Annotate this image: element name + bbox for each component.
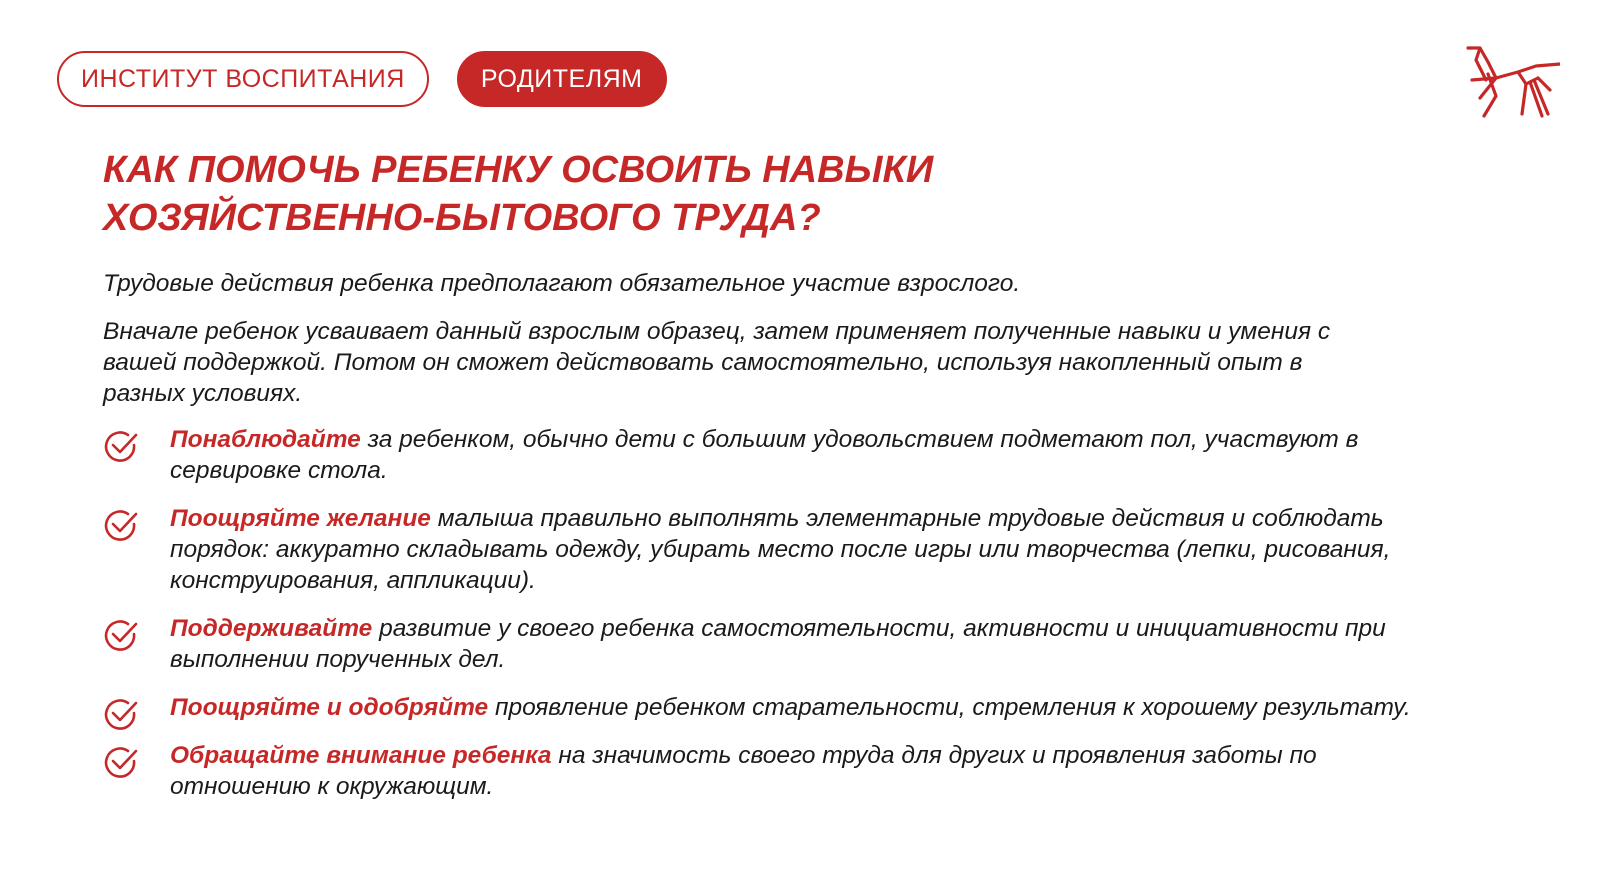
intro-paragraph-1: Трудовые действия ребенка предполагают обязательное участие взрослого. bbox=[103, 270, 1021, 297]
check-circle-icon bbox=[103, 697, 139, 733]
tip-item bbox=[103, 613, 1423, 675]
tag-institute[interactable]: ИНСТИТУТ ВОСПИТАНИЯ bbox=[57, 51, 429, 107]
check-circle-icon bbox=[103, 508, 139, 544]
tip-text: за ребенком, обычно дети с большим удовольствием подметают пол, участвуют в сервировке стола. bbox=[170, 426, 1359, 484]
check-circle-icon bbox=[103, 618, 139, 654]
tip-text: на значимость своего труда для других и проявления заботы по отношению к окружающим. bbox=[170, 742, 1317, 800]
tip-text: развитие у своего ребенка самостоятельности, активности и инициативности при выполнении порученных дел. bbox=[170, 615, 1386, 673]
tip-text: проявление ребенком старательности, стремления к хорошему результату. bbox=[488, 694, 1411, 721]
tag-parents[interactable]: РОДИТЕЛЯМ bbox=[457, 51, 667, 107]
title-line-1: КАК ПОМОЧЬ РЕБЕНКУ ОСВОИТЬ НАВЫКИ bbox=[103, 149, 934, 191]
tip-highlight: Поддерживайте bbox=[170, 615, 373, 642]
tip-item bbox=[103, 740, 1423, 802]
tip-item bbox=[103, 424, 1423, 486]
tips-list bbox=[103, 424, 1423, 802]
tip-highlight: Поощряйте желание bbox=[170, 505, 431, 532]
chair-logo-icon bbox=[1466, 44, 1560, 122]
tip-highlight: Поощряйте и одобряйте bbox=[170, 694, 489, 721]
tip-item bbox=[103, 692, 1423, 723]
title-line-2: ХОЗЯЙСТВЕННО-БЫТОВОГО ТРУДА? bbox=[103, 197, 821, 239]
intro-paragraph-2: Вначале ребенок усваивает данный взрослым образец, затем применяет полученные навыки и умения с вашей поддержкой. Потом он сможет действовать самостоятельно, используя накопленный опыт в разных условиях. bbox=[103, 318, 1331, 407]
tip-item bbox=[103, 503, 1423, 596]
tip-highlight: Обращайте внимание ребенка bbox=[170, 742, 552, 769]
check-circle-icon bbox=[103, 745, 139, 781]
page-title bbox=[103, 146, 1203, 242]
header-tags bbox=[57, 51, 667, 107]
check-circle-icon bbox=[103, 429, 139, 465]
tip-highlight: Понаблюдайте bbox=[170, 426, 361, 453]
tip-text: малыша правильно выполнять элементарные трудовые действия и соблюдать порядок: аккуратно складывать одежду, убирать место после игры или творчества (лепки, рисования, конструирования, аппликации). bbox=[170, 505, 1391, 594]
